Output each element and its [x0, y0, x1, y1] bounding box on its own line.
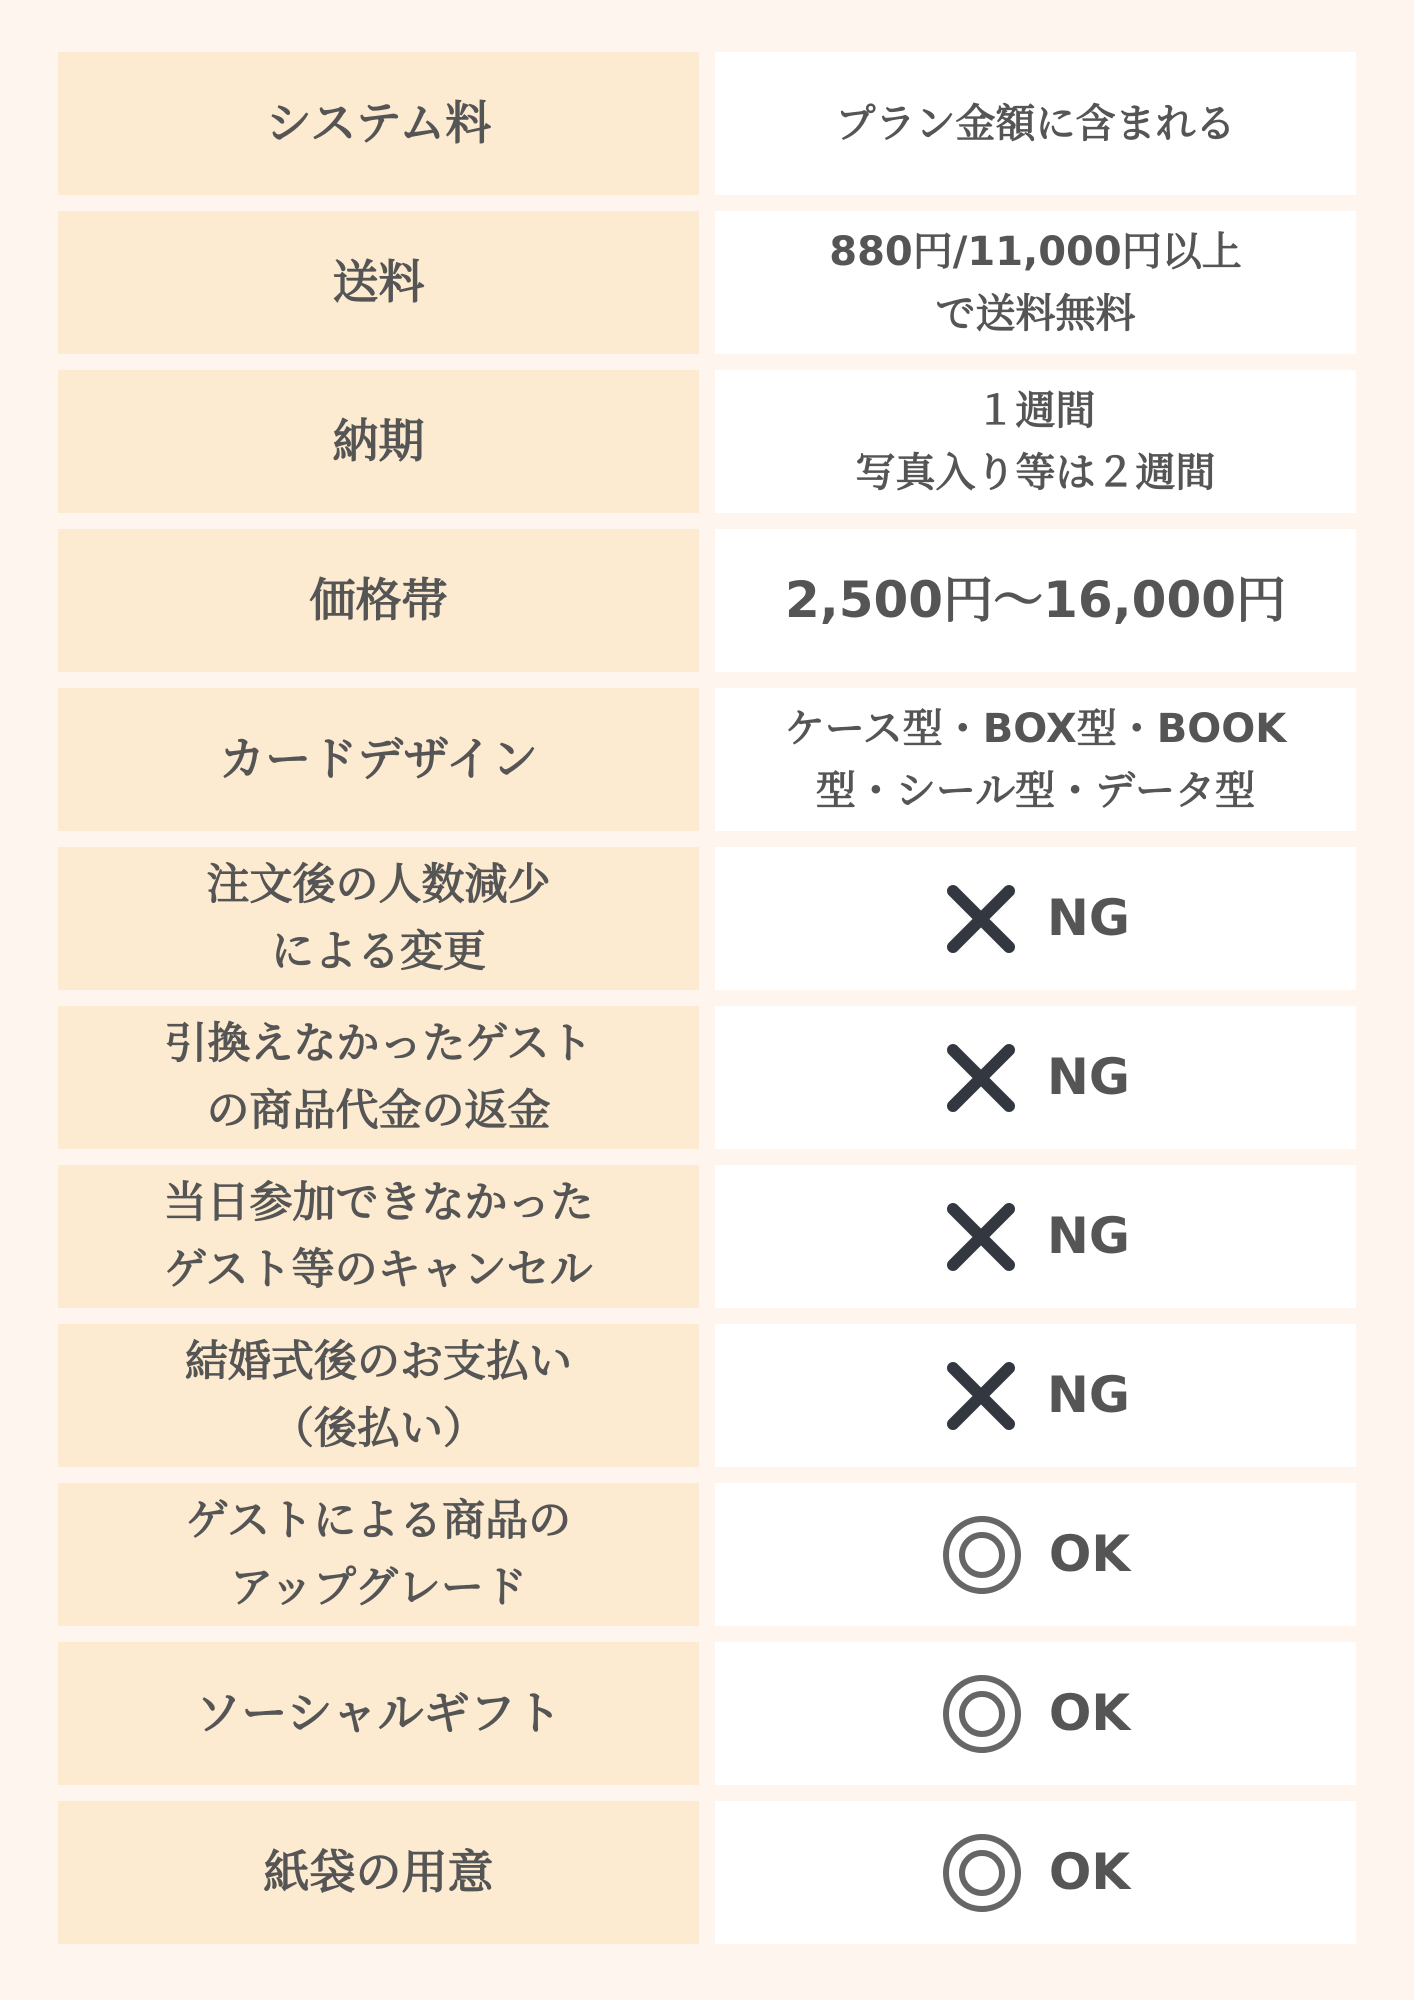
table-row-cancel — [58, 1165, 1356, 1308]
status-text: OK — [1048, 1842, 1131, 1901]
table-row-card-design — [58, 688, 1356, 831]
row-value — [715, 1801, 1356, 1944]
table-row-social-gift — [58, 1642, 1356, 1785]
double-circle-icon — [941, 1514, 1023, 1596]
cross-icon — [941, 879, 1021, 959]
table-row-deferred-payment — [58, 1324, 1356, 1467]
row-label: 紙袋の用意 — [58, 1801, 699, 1944]
row-value — [715, 1006, 1356, 1149]
row-label: 納期 — [58, 370, 699, 513]
double-circle-icon — [941, 1673, 1023, 1755]
row-label: システム料 — [58, 52, 699, 195]
table-row-upgrade — [58, 1483, 1356, 1626]
table-row-guest-decrease — [58, 847, 1356, 990]
row-label: ソーシャルギフト — [58, 1642, 699, 1785]
row-value — [715, 1483, 1356, 1626]
status-text: NG — [1047, 1047, 1130, 1106]
row-value: プラン金額に含まれる — [715, 52, 1356, 195]
row-value — [715, 1324, 1356, 1467]
table-row-system-fee — [58, 52, 1356, 195]
row-label: 送料 — [58, 211, 699, 354]
row-label: 引換えなかったゲスト の商品代金の返金 — [58, 1006, 699, 1149]
comparison-table — [58, 52, 1356, 1944]
row-value: 2,500円～16,000円 — [715, 529, 1356, 672]
status-text: NG — [1047, 1365, 1130, 1424]
table-row-price-range — [58, 529, 1356, 672]
row-label: 結婚式後のお支払い （後払い） — [58, 1324, 699, 1467]
table-row-paper-bag — [58, 1801, 1356, 1944]
row-value — [715, 1642, 1356, 1785]
row-value — [715, 1165, 1356, 1308]
cross-icon — [941, 1197, 1021, 1277]
status-text: NG — [1047, 888, 1130, 947]
row-value — [715, 847, 1356, 990]
row-label: カードデザイン — [58, 688, 699, 831]
row-label: ゲストによる商品の アップグレード — [58, 1483, 699, 1626]
double-circle-icon — [941, 1832, 1023, 1914]
table-row-shipping — [58, 211, 1356, 354]
status-text: OK — [1048, 1683, 1131, 1742]
table-row-refund — [58, 1006, 1356, 1149]
status-text: OK — [1048, 1524, 1131, 1583]
row-label: 注文後の人数減少 による変更 — [58, 847, 699, 990]
row-label: 価格帯 — [58, 529, 699, 672]
cross-icon — [941, 1038, 1021, 1118]
row-value: ケース型・BOX型・BOOK 型・シール型・データ型 — [715, 688, 1356, 831]
cross-icon — [941, 1356, 1021, 1436]
table-row-delivery — [58, 370, 1356, 513]
row-value: １週間 写真入り等は２週間 — [715, 370, 1356, 513]
status-text: NG — [1047, 1206, 1130, 1265]
row-label: 当日参加できなかった ゲスト等のキャンセル — [58, 1165, 699, 1308]
row-value: 880円/11,000円以上 で送料無料 — [715, 211, 1356, 354]
